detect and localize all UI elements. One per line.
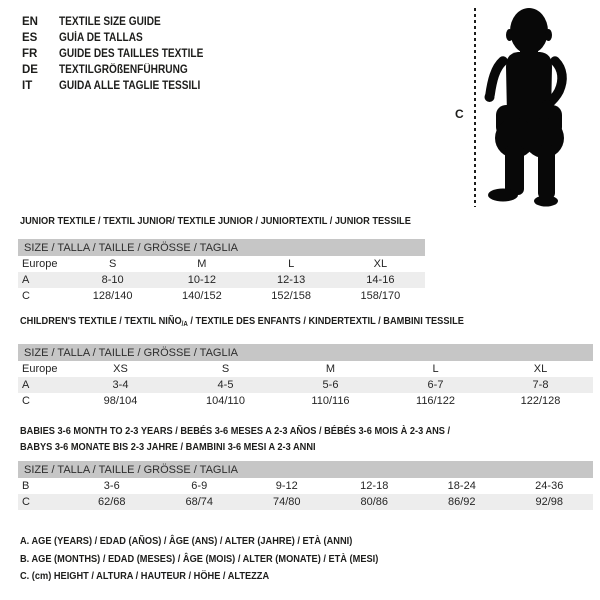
table-row-height xyxy=(18,288,425,304)
row-label: Europe xyxy=(22,258,58,270)
height-cell: 110/116 xyxy=(311,395,350,407)
language-row xyxy=(22,62,223,78)
height-cell: 158/170 xyxy=(360,290,401,302)
months-cell: 3-6 xyxy=(103,480,120,492)
height-cell: 62/68 xyxy=(97,496,126,508)
footnote-b xyxy=(20,551,427,569)
table-row-height xyxy=(18,494,593,510)
height-measure-label: C xyxy=(455,107,464,121)
size-cell: M xyxy=(325,363,336,375)
baby-left-arm xyxy=(490,61,503,95)
size-cell: M xyxy=(197,258,207,270)
size-cell: S xyxy=(108,258,117,270)
children-title-post: / TEXTILE DES ENFANTS / KINDERTEXTIL / BAMBINI TESSILE xyxy=(187,315,464,327)
language-code: FR xyxy=(22,48,38,60)
footnote-a-text: A. AGE (YEARS) / EDAD (AÑOS) / ÂGE (ANS) / ALTER (JAHRE) / ETÀ (ANNI) xyxy=(20,535,353,547)
size-header-bar xyxy=(18,461,593,478)
size-cell: L xyxy=(432,363,439,375)
children-table-title xyxy=(20,315,524,331)
size-cell: XS xyxy=(113,363,128,375)
height-dotted-line xyxy=(474,8,476,207)
language-title: TEXTILGRÖßENFÜHRUNG xyxy=(59,64,188,76)
language-row xyxy=(22,46,223,62)
children-size-table xyxy=(18,344,593,409)
table-row-europe xyxy=(18,361,593,377)
baby-right-leg xyxy=(538,145,555,199)
language-title: GUIDA ALLE TAGLIE TESSILI xyxy=(59,80,201,92)
age-cell: 4-5 xyxy=(217,379,234,391)
months-cell: 12-18 xyxy=(360,480,389,492)
row-label: C xyxy=(22,496,30,508)
baby-left-leg xyxy=(505,145,524,195)
language-title: GUIDE DES TAILLES TEXTILE xyxy=(59,48,204,60)
height-cell: 98/104 xyxy=(103,395,138,407)
size-header-bar xyxy=(18,239,425,256)
months-cell: 24-36 xyxy=(535,480,564,492)
footnote-a xyxy=(20,533,427,551)
height-cell: 68/74 xyxy=(185,496,214,508)
baby-silhouette xyxy=(484,5,576,208)
size-header-bar xyxy=(18,344,593,361)
row-label: A xyxy=(22,274,30,286)
baby-right-foot xyxy=(534,196,558,207)
months-cell: 6-9 xyxy=(191,480,208,492)
footnotes xyxy=(20,533,427,586)
age-cell: 12-13 xyxy=(277,274,306,286)
height-cell: 86/92 xyxy=(447,496,476,508)
height-cell: 140/152 xyxy=(181,290,222,302)
height-cell: 104/110 xyxy=(206,395,245,407)
language-header xyxy=(22,14,223,94)
age-cell: 8-10 xyxy=(101,274,124,286)
language-code: DE xyxy=(22,64,38,76)
footnote-b-text: B. AGE (MONTHS) / EDAD (MESES) / ÂGE (MOIS) / ALTER (MONATE) / ETÀ (MESI) xyxy=(20,552,379,565)
language-row xyxy=(22,78,223,94)
babies-title-line1: BABIES 3-6 MONTH TO 2-3 YEARS / BEBÉS 3-6 MESES A 2-3 AÑOS / BÉBÉS 3-6 MOIS À 2-3 ANS / xyxy=(20,425,451,437)
baby-left-foot xyxy=(488,189,518,202)
size-cell: XL xyxy=(533,363,548,375)
size-cell: S xyxy=(221,363,230,375)
height-cell: 122/128 xyxy=(520,395,561,407)
table-row-age xyxy=(18,272,425,288)
age-cell: 7-8 xyxy=(532,379,549,391)
footnote-c xyxy=(20,568,427,586)
table-row-age xyxy=(18,377,593,393)
months-cell: 9-12 xyxy=(275,480,298,492)
row-label: C xyxy=(22,395,30,407)
height-cell: 128/140 xyxy=(92,290,133,302)
size-header-label: SIZE / TALLA / TAILLE / GRÖSSE / TAGLIA xyxy=(24,346,238,359)
months-cell: 18-24 xyxy=(447,480,476,492)
height-cell: 152/158 xyxy=(271,290,311,302)
babies-table-title xyxy=(20,423,509,455)
language-code: EN xyxy=(22,16,38,28)
junior-table-title-text: JUNIOR TEXTILE / TEXTIL JUNIOR/ TEXTILE JUNIOR / JUNIORTEXTIL / JUNIOR TESSILE xyxy=(20,215,411,227)
size-header-label: SIZE / TALLA / TAILLE / GRÖSSE / TAGLIA xyxy=(24,463,238,476)
size-cell: XL xyxy=(373,258,388,270)
table-row-europe xyxy=(18,256,425,272)
language-code: IT xyxy=(22,80,33,92)
children-title-sub: /A xyxy=(181,321,188,328)
age-cell: 5-6 xyxy=(322,379,339,391)
row-label: C xyxy=(22,290,30,302)
table-row-height xyxy=(18,393,593,409)
height-cell: 80/86 xyxy=(360,496,389,508)
language-title: GUÍA DE TALLAS xyxy=(59,32,143,44)
table-row-months xyxy=(18,478,593,494)
language-row xyxy=(22,14,223,30)
row-label: A xyxy=(22,379,30,391)
row-label: Europe xyxy=(22,363,58,375)
age-cell: 6-7 xyxy=(427,379,444,391)
height-cell: 116/122 xyxy=(416,395,455,407)
junior-table-title xyxy=(20,215,464,228)
size-header-label: SIZE / TALLA / TAILLE / GRÖSSE / TAGLIA xyxy=(24,241,238,254)
language-code: ES xyxy=(22,32,38,44)
row-label: B xyxy=(22,480,30,492)
height-cell: 74/80 xyxy=(272,496,301,508)
children-title-pre: CHILDREN'S TEXTILE / TEXTIL NIÑO xyxy=(20,315,182,327)
age-cell: 3-4 xyxy=(112,379,129,391)
language-row xyxy=(22,30,223,46)
height-cell: 92/98 xyxy=(535,496,564,508)
babies-title-line2: BABYS 3-6 MONATE BIS 2-3 JAHRE / BAMBINI 3-6 MESI A 2-3 ANNI xyxy=(20,441,316,453)
children-table-title-text xyxy=(20,315,464,331)
age-cell: 14-16 xyxy=(366,274,395,286)
babies-size-table xyxy=(18,461,593,510)
footnote-c-text: C. (cm) HEIGHT / ALTURA / HAUTEUR / HÖHE / ALTEZZA xyxy=(20,570,270,582)
junior-size-table xyxy=(18,239,425,304)
age-cell: 10-12 xyxy=(187,274,216,286)
size-cell: L xyxy=(288,258,295,270)
language-title: TEXTILE SIZE GUIDE xyxy=(59,16,161,28)
